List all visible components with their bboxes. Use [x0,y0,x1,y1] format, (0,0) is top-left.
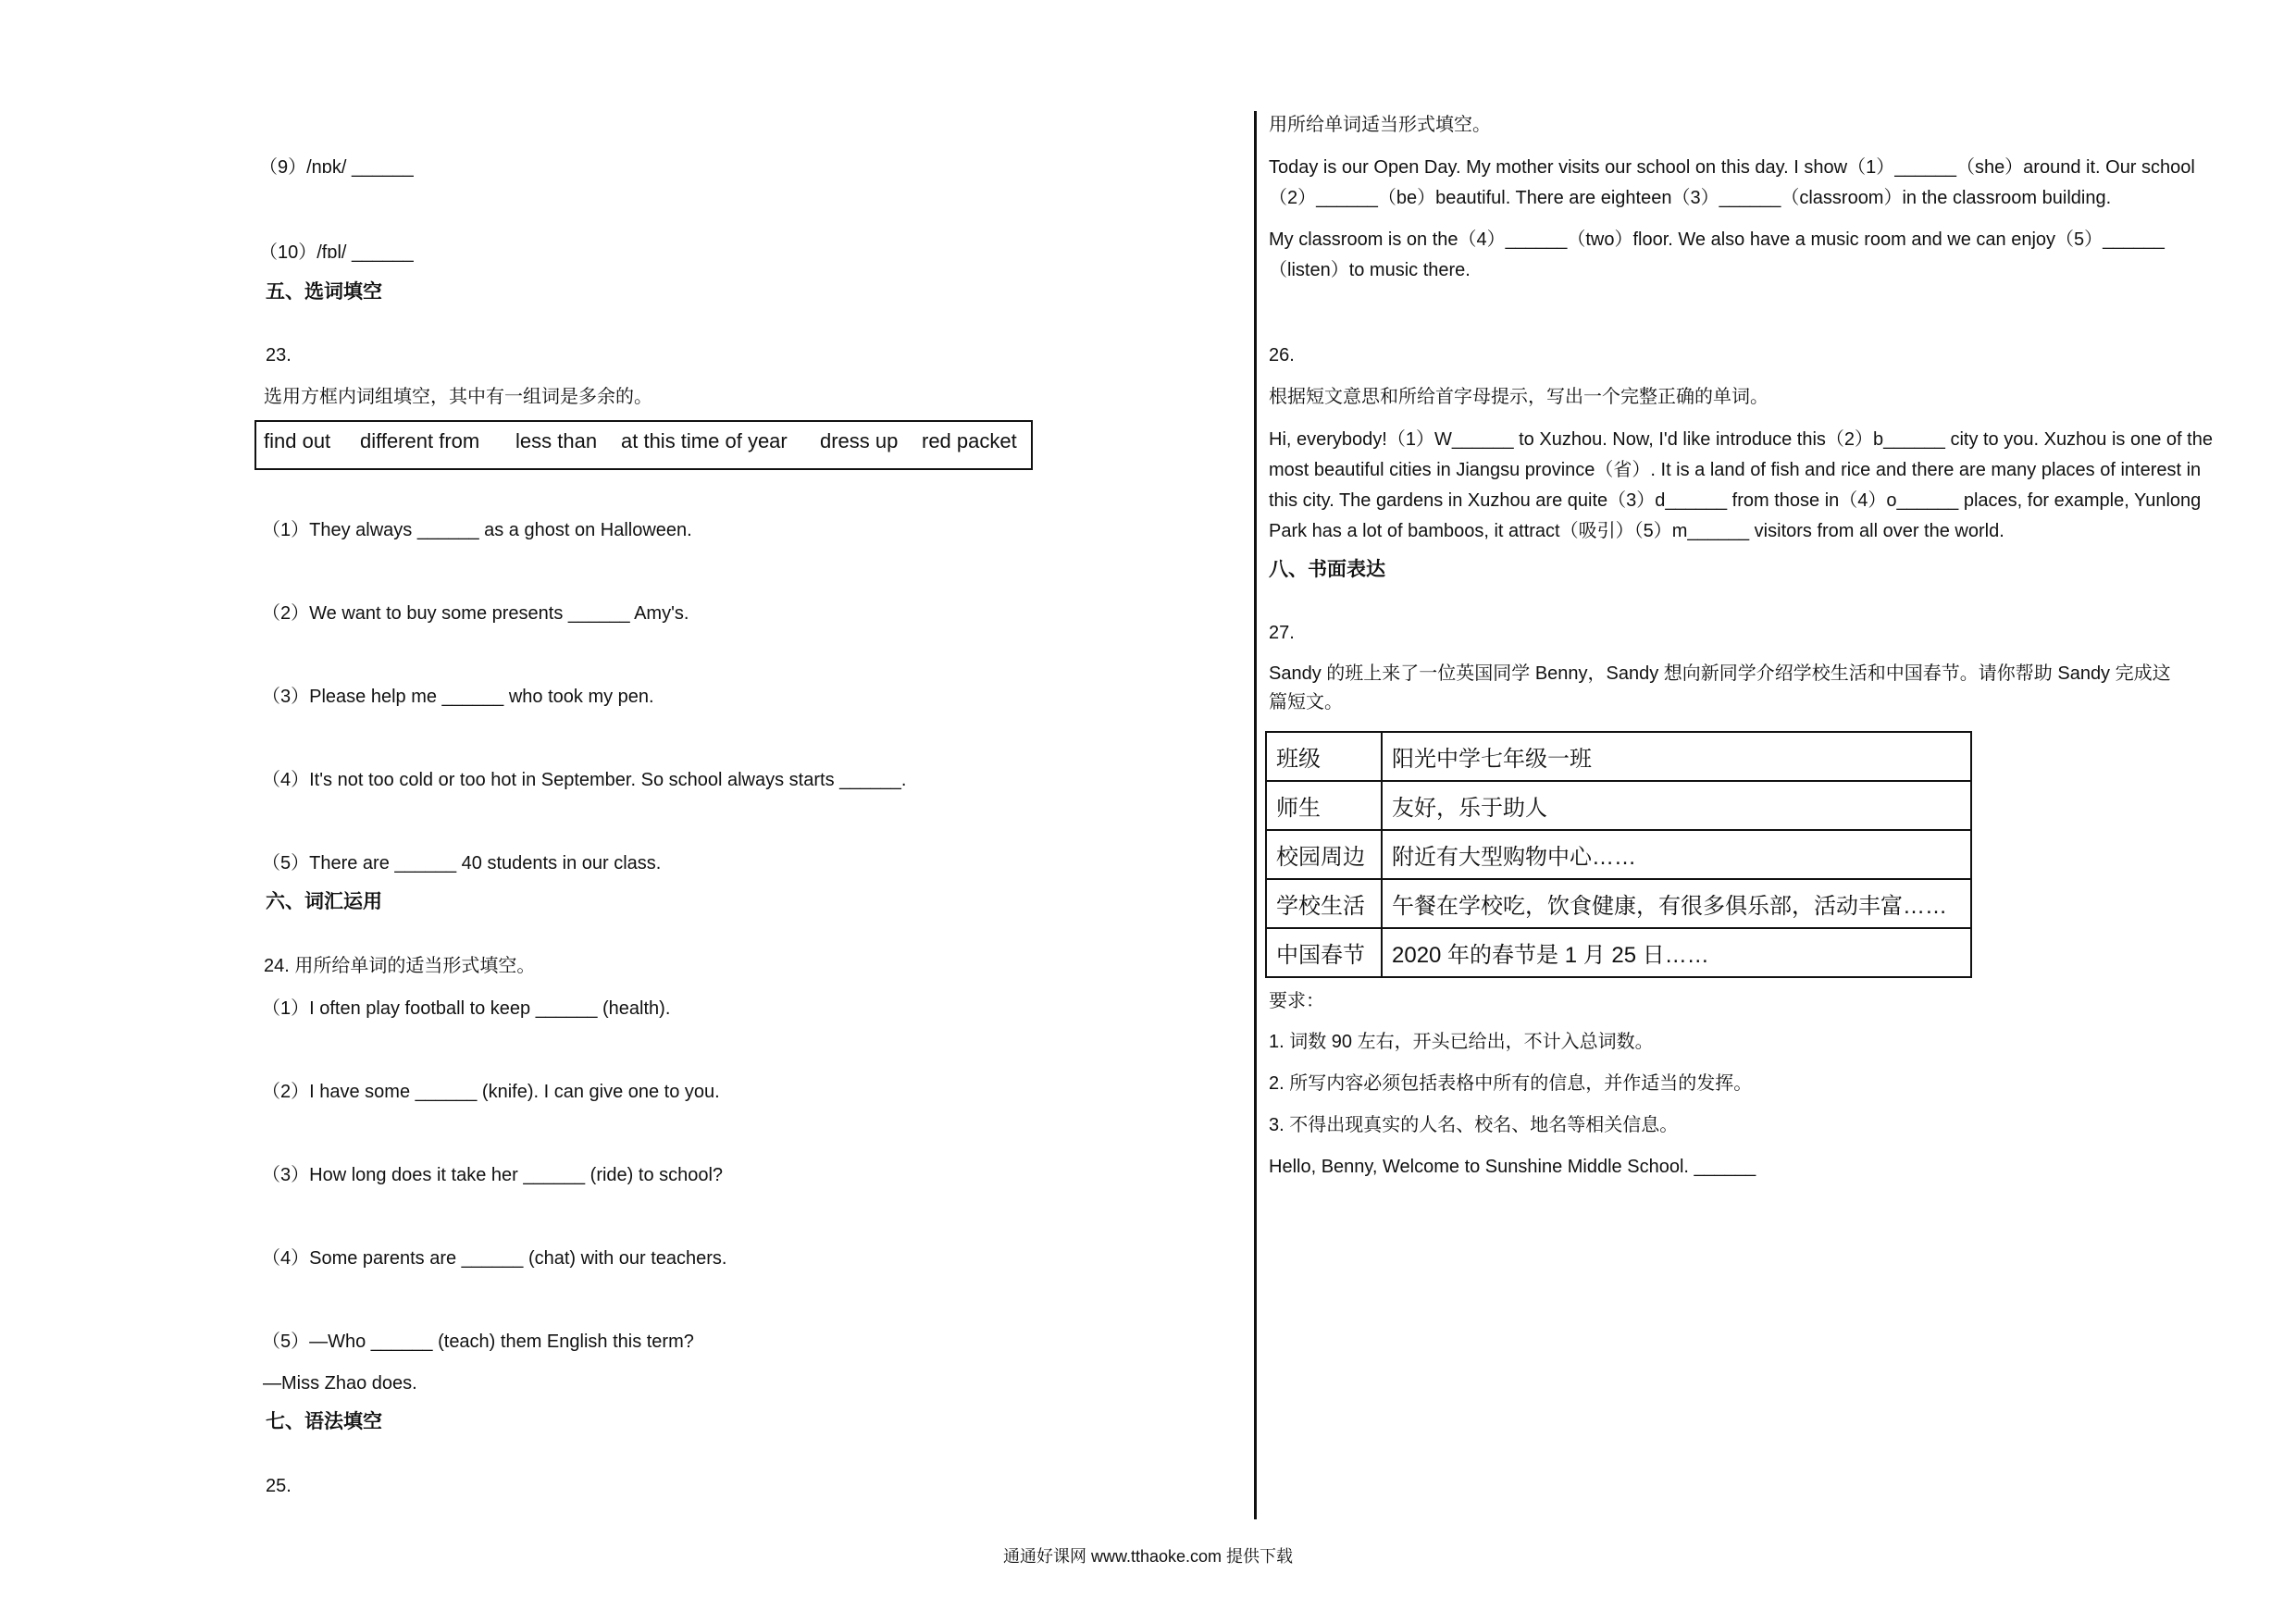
table-value: 友好，乐于助人 [1382,781,1971,830]
question-26-text: most beautiful cities in Jiangsu province（省）. It is a land of fish and rice and there are many places of interest in [1269,460,2202,480]
question-23-item: （4）It's not too cold or too hot in September. So school always starts ______. [262,770,907,790]
question-25-text: My classroom is on the（4）______（two）floor. We also have a music room and we can enjoy（5）______ [1269,229,2165,250]
table-key: 师生 [1266,781,1382,830]
phonetic-item-9: （9）/nɒk/ ______ [259,157,414,178]
table-key: 班级 [1266,732,1382,781]
question-23-item: （5）There are ______ 40 students in our class. [262,853,662,873]
question-24-item: （5）—Who ______ (teach) them English this term? [262,1332,694,1352]
table-value: 附近有大型购物中心…… [1382,830,1971,879]
table-row [1266,732,1971,781]
question-27-prompt: 篇短文。 [1269,692,1343,712]
requirement-item: 1. 词数 90 左右，开头已给出，不计入总词数。 [1269,1032,1654,1052]
info-table [1265,731,1972,978]
table-row [1266,830,1971,879]
table-row [1266,781,1971,830]
question-24-item: （2）I have some ______ (knife). I can give one to you. [262,1082,720,1102]
question-24-answer: —Miss Zhao does. [263,1373,417,1394]
section-heading-6: 六、词汇运用 [266,891,382,912]
question-number-25: 25. [266,1476,292,1496]
question-25-text: Today is our Open Day. My mother visits our school on this day. I show（1）______（she）around it. Our school [1269,157,2195,178]
phonetic-item-10: （10）/fɒl/ ______ [259,242,414,263]
table-row [1266,928,1971,977]
section-heading-7: 七、语法填空 [266,1411,382,1432]
table-key: 校园周边 [1266,830,1382,879]
requirement-item: 3. 不得出现真实的人名、校名、地名等相关信息。 [1269,1115,1679,1135]
phrase-option: less than [515,429,598,452]
section-heading-8: 八、书面表达 [1269,559,1385,580]
table-value: 阳光中学七年级一班 [1382,732,1971,781]
question-26-text: Park has a lot of bamboos, it attract（吸引）（5）m______ visitors from all over the world. [1269,521,2004,541]
question-number-26: 26. [1269,345,1295,365]
phrase-box [254,420,1033,470]
phrase-option: dress up [820,429,899,452]
question-26-text: this city. The gardens in Xuzhou are quite（3）d______ from those in（4）o______ places, for example, Yunlong [1269,490,2202,511]
footer-source: 通通好课网 www.tthaoke.com 提供下载 [1002,1547,1294,1566]
question-number-27: 27. [1269,623,1295,643]
phrase-option: find out [264,429,331,452]
question-26-text: Hi, everybody!（1）W______ to Xuzhou. Now, I'd like introduce this（2）b______ city to you. Xuzhou is one of the [1269,429,2213,450]
question-24-item: （3）How long does it take her ______ (ride) to school? [262,1165,724,1185]
phrase-option: red packet [922,429,1017,452]
question-24-title: 24. 用所给单词的适当形式填空。 [264,956,536,976]
table-value: 午餐在学校吃，饮食健康，有很多俱乐部，活动丰富…… [1382,879,1971,928]
question-number-23: 23. [266,345,292,365]
table-key: 学校生活 [1266,879,1382,928]
phrase-option: at this time of year [621,429,788,452]
question-23-instruction: 选用方框内词组填空，其中有一组词是多余的。 [264,387,652,407]
question-27-prompt: Sandy 的班上来了一位英国同学 Benny，Sandy 想向新同学介绍学校生活和中国春节。请你帮助 Sandy 完成这 [1269,663,2171,684]
question-24-item: （4）Some parents are ______ (chat) with our teachers. [262,1248,727,1269]
question-25-text: （2）______（be）beautiful. There are eighteen（3）______（classroom）in the classroom building. [1269,188,2112,208]
requirements-label: 要求： [1269,991,1324,1011]
question-25-instruction: 用所给单词适当形式填空。 [1269,115,1491,135]
question-26-instruction: 根据短文意思和所给首字母提示，写出一个完整正确的单词。 [1269,387,1769,407]
question-24-item: （1）I often play football to keep ______ (health). [262,998,671,1019]
question-23-item: （3）Please help me ______ who took my pen. [262,687,654,707]
column-divider [1254,111,1257,1519]
question-23-item: （2）We want to buy some presents ______ Amy's. [262,603,689,624]
essay-start: Hello, Benny, Welcome to Sunshine Middle School. ______ [1269,1157,1756,1177]
table-value: 2020 年的春节是 1 月 25 日…… [1382,928,1971,977]
phrase-option: different from [360,429,480,452]
table-key: 中国春节 [1266,928,1382,977]
question-25-text: （listen）to music there. [1269,260,1471,280]
section-heading-5: 五、选词填空 [266,281,382,303]
requirement-item: 2. 所写内容必须包括表格中所有的信息，并作适当的发挥。 [1269,1073,1753,1094]
table-row [1266,879,1971,928]
question-23-item: （1）They always ______ as a ghost on Halloween. [262,520,692,540]
